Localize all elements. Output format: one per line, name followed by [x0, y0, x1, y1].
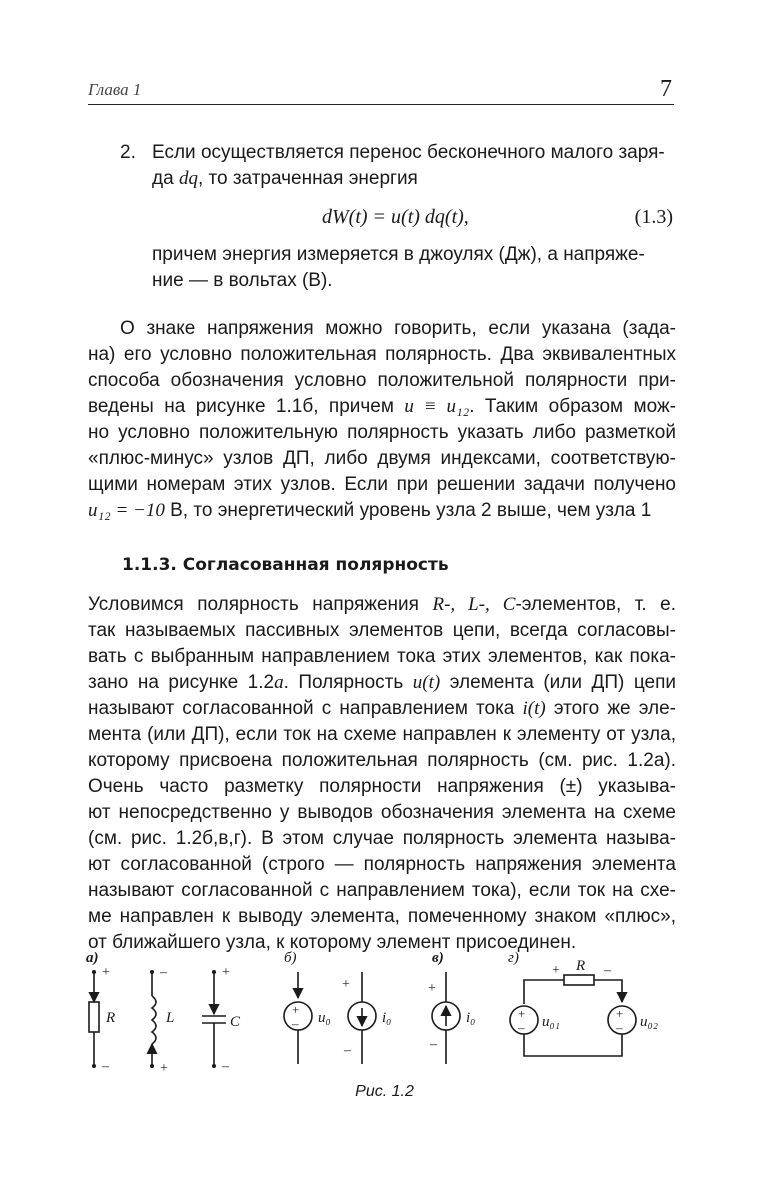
label-i0: i₀: [466, 1010, 476, 1026]
label-L: L: [166, 1010, 175, 1026]
text-line: называют согласованной с направлением тока i(t) этого же эле-: [88, 698, 676, 719]
svg-text:–: –: [616, 1020, 623, 1035]
text-line: от ближайшего узла, к которому элемент присоединен.: [88, 932, 577, 953]
svg-text:–: –: [292, 1016, 299, 1031]
section-heading: 1.1.3. Согласованная полярность: [122, 555, 449, 575]
svg-text:+: +: [518, 1006, 526, 1021]
resistor-symbol: [564, 975, 594, 985]
svg-text:+: +: [102, 965, 110, 980]
text-line: мента (или ДП), если ток на схеме направлен к элементу от узла,: [88, 724, 676, 745]
figure-caption: Рис. 1.2: [355, 1083, 414, 1100]
paragraph-consistent-polarity: [88, 592, 676, 956]
label-u02: u₀₂: [640, 1014, 658, 1030]
text-line: которому присвоена положительная полярность (см. рис. 1.2а).: [88, 750, 676, 771]
inductor-symbol: [152, 996, 156, 1044]
panel-label-b: б): [284, 950, 297, 966]
page-header: [88, 74, 674, 105]
resistor-symbol: [89, 1002, 99, 1032]
svg-text:–: –: [102, 1059, 109, 1074]
label-R-g: R: [576, 958, 586, 974]
panel-a: [86, 950, 241, 1076]
chapter-title: Глава 1: [88, 80, 142, 99]
svg-text:+: +: [292, 1002, 300, 1017]
text-line: да dq, то затраченная энергия: [152, 168, 418, 189]
formula: dW(t) = u(t) dq(t),: [322, 206, 469, 228]
label-u01: u₀₁: [542, 1014, 560, 1030]
svg-text:+: +: [428, 981, 436, 996]
panel-g: [508, 950, 658, 1056]
text-line: «плюс-минус» узлов ДП, либо двумя индексами, соответствую-: [88, 448, 676, 469]
text-line: зано на рисунке 1.2а. Полярность u(t) элемента (или ДП) цепи: [88, 672, 676, 693]
paragraph-polarity: [88, 316, 676, 524]
text-line: так называемых пассивных элементов цепи, всегда согласовы-: [88, 620, 676, 641]
panel-v: [428, 950, 475, 1064]
svg-text:–: –: [430, 1037, 437, 1052]
panel-label-v: в): [432, 950, 444, 966]
svg-text:–: –: [222, 1059, 229, 1074]
text-line: ние — в вольтах (В).: [152, 270, 333, 291]
page-number: 7: [660, 76, 672, 102]
text-line: но условно положительную полярность указать либо разметкой: [88, 422, 676, 443]
label-i0: i₀: [382, 1010, 392, 1026]
text-line: О знаке напряжения можно говорить, если указана (зада-: [120, 318, 676, 339]
panel-label-a: а): [86, 950, 99, 966]
svg-text:–: –: [344, 1043, 351, 1058]
label-R: R: [106, 1010, 116, 1026]
svg-text:+: +: [160, 1061, 168, 1076]
svg-text:+: +: [552, 963, 560, 978]
panel-b: [284, 950, 391, 1064]
text-line: ведены на рисунке 1.1б, причем u ≡ u₁₂. Таким образом мож-: [88, 396, 676, 417]
svg-text:+: +: [342, 977, 350, 992]
text-line: (см. рис. 1.2б,в,г). В этом случае полярность элемента называ-: [88, 828, 676, 849]
text-line: щими номерам этих узлов. Если при решении задачи получено: [88, 474, 676, 495]
label-C: C: [230, 1014, 241, 1030]
svg-text:–: –: [604, 963, 611, 978]
text-line: причем энергия измеряется в джоулях (Дж), а напряже-: [152, 244, 645, 265]
text-line: способа обозначения условно положительной полярности при-: [88, 370, 676, 391]
text-line: ют согласованной (строго — полярность напряжения элемента: [88, 854, 676, 875]
text-line: вать с выбранным направлением тока этих элементов, как пока-: [88, 646, 676, 667]
text-line: ме направлен к выводу элемента, помеченному знаком «плюс»,: [88, 906, 676, 927]
panel-label-g: г): [508, 950, 519, 966]
text-line: u₁₂ = −10 В, то энергетический уровень узла 2 выше, чем узла 1: [88, 500, 652, 521]
formula-number: (1.3): [634, 206, 673, 228]
text-line: ют непосредственно у выводов обозначения элемента на схеме: [88, 802, 676, 823]
text-line: называют согласованной с направлением тока), если ток на схе-: [88, 880, 676, 901]
text-line: на) его условно положительная полярность. Два эквивалентных: [88, 344, 676, 365]
svg-text:–: –: [518, 1020, 525, 1035]
text-line: Условимся полярность напряжения R-, L-, C-элементов, т. е.: [88, 594, 676, 615]
svg-text:+: +: [222, 965, 230, 980]
list-number: 2.: [120, 142, 136, 163]
svg-text:–: –: [160, 965, 167, 980]
text-line: Если осуществляется перенос бесконечного малого заря-: [152, 142, 665, 163]
svg-text:+: +: [616, 1006, 624, 1021]
text-line: Очень часто разметку полярности напряжения (±) указыва-: [88, 776, 676, 797]
label-u0: u₀: [318, 1010, 331, 1026]
